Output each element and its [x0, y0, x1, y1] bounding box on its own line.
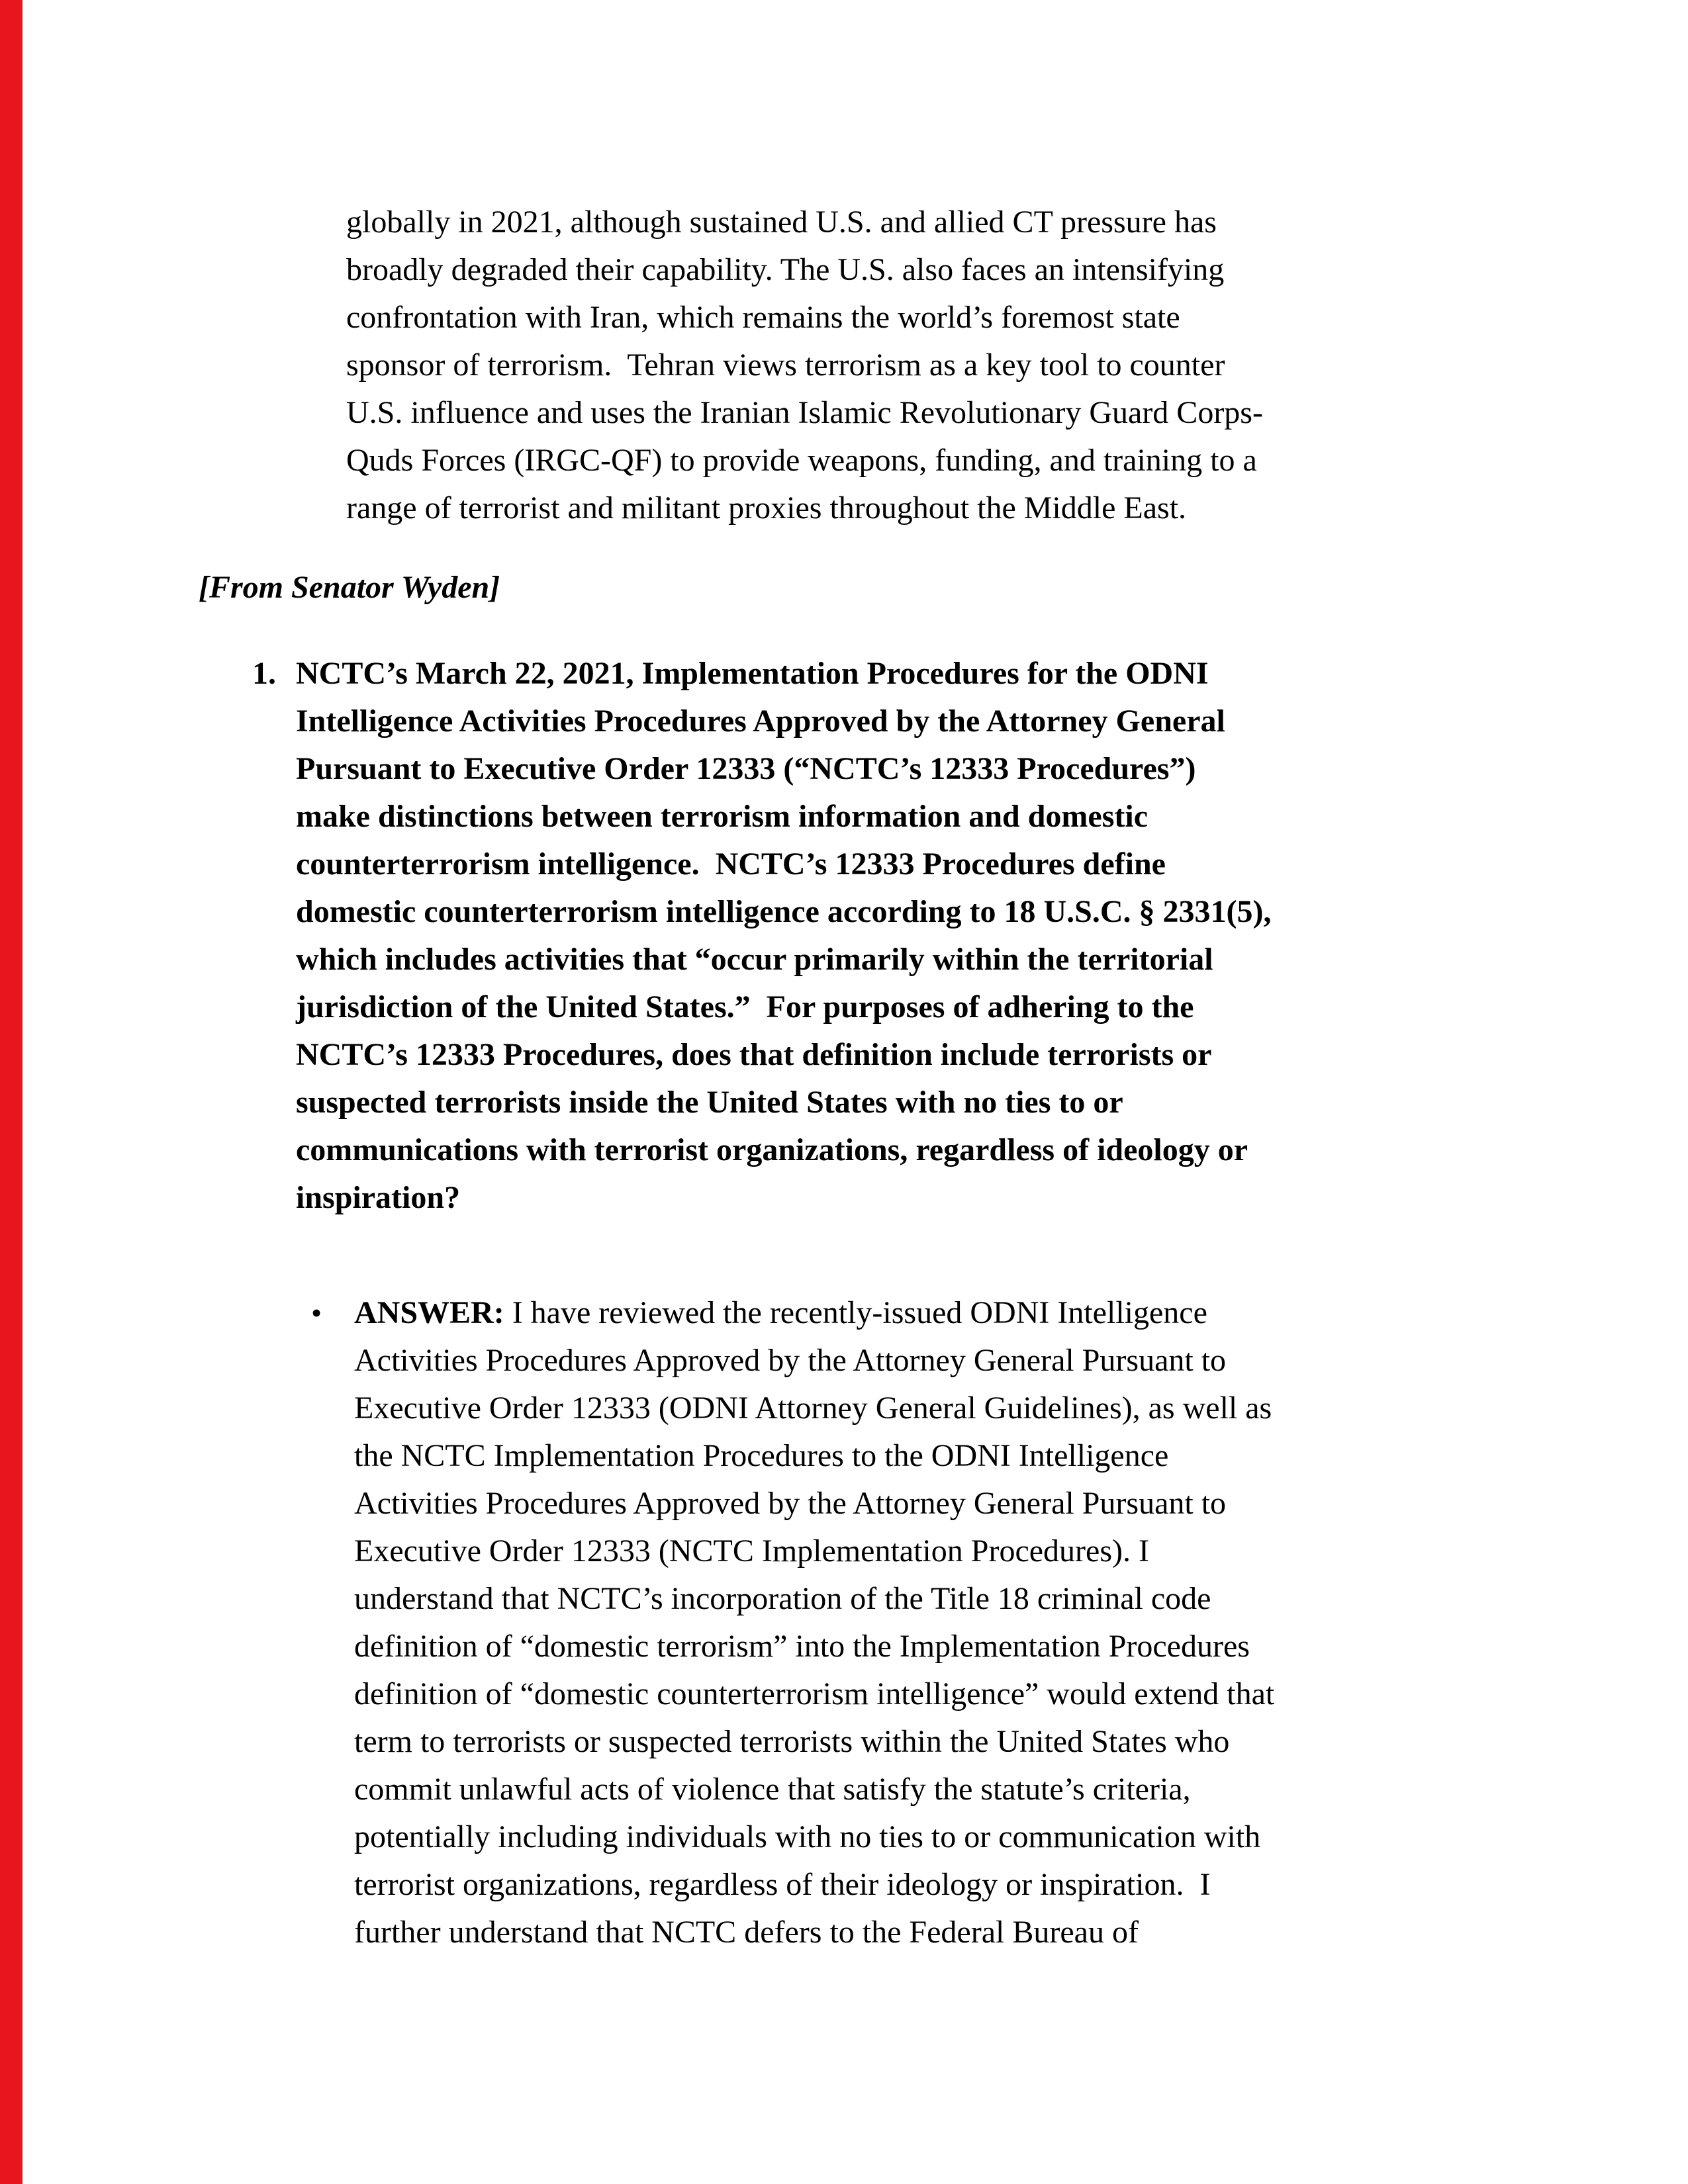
text-line: commit unlawful acts of violence that satisfy the statute’s criteria,	[354, 1772, 1191, 1807]
text-line: Intelligence Activities Procedures Approved by the Attorney General	[296, 704, 1225, 739]
answer-label: ANSWER:	[354, 1295, 504, 1330]
text-line: term to terrorists or suspected terrorists within the United States who	[354, 1724, 1230, 1759]
text-line: NCTC’s 12333 Procedures, does that definition include terrorists or	[296, 1037, 1212, 1072]
text-line: terrorist organizations, regardless of their ideology or inspiration. I	[354, 1867, 1211, 1902]
text-line: suspected terrorists inside the United States with no ties to or	[296, 1085, 1123, 1120]
text-line: domestic counterterrorism intelligence according to 18 U.S.C. § 2331(5),	[296, 894, 1272, 929]
left-edge-red-bar	[0, 0, 23, 2184]
text-line: the NCTC Implementation Procedures to the ODNI Intelligence	[354, 1438, 1169, 1473]
text-line: Executive Order 12333 (ODNI Attorney General Guidelines), as well as	[354, 1390, 1272, 1426]
text-line: definition of “domestic terrorism” into the Implementation Procedures	[354, 1629, 1250, 1664]
text-line	[354, 1289, 1274, 1337]
text-line: sponsor of terrorism. Tehran views terrorism as a key tool to counter	[346, 347, 1225, 383]
answer-first-line: I have reviewed the recently-issued ODNI Intelligence	[504, 1295, 1207, 1330]
text-line: confrontation with Iran, which remains the world’s foremost state	[346, 300, 1180, 335]
text-line: potentially including individuals with no ties to or communication with	[354, 1819, 1261, 1854]
text-line: globally in 2021, although sustained U.S. and allied CT pressure has	[346, 205, 1217, 240]
text-line: U.S. influence and uses the Iranian Islamic Revolutionary Guard Corps-	[346, 395, 1263, 430]
text-line: NCTC’s March 22, 2021, Implementation Procedures for the ODNI	[296, 656, 1209, 691]
continuation-paragraph	[346, 199, 1263, 532]
text-line: definition of “domestic counterterrorism intelligence” would extend that	[354, 1676, 1275, 1711]
section-attribution: [From Senator Wyden]	[199, 570, 500, 605]
answer-text	[354, 1289, 1274, 1956]
text-line: Pursuant to Executive Order 12333 (“NCTC’s 12333 Procedures”)	[296, 751, 1196, 786]
text-line: inspiration?	[296, 1180, 461, 1215]
text-line: Activities Procedures Approved by the Attorney General Pursuant to	[354, 1343, 1227, 1378]
text-line: understand that NCTC’s incorporation of the Title 18 criminal code	[354, 1581, 1211, 1616]
text-line: Activities Procedures Approved by the Attorney General Pursuant to	[354, 1486, 1227, 1521]
text-line: broadly degraded their capability. The U.S. also faces an intensifying	[346, 252, 1225, 287]
text-line: make distinctions between terrorism information and domestic	[296, 799, 1148, 834]
text-line: Executive Order 12333 (NCTC Implementation Procedures). I	[354, 1533, 1149, 1569]
text-line: range of terrorist and militant proxies throughout the Middle East.	[346, 490, 1187, 525]
text-line: communications with terrorist organizations, regardless of ideology or	[296, 1132, 1248, 1167]
text-line: jurisdiction of the United States.” For purposes of adhering to the	[296, 989, 1194, 1024]
bullet-icon: •	[311, 1296, 322, 1330]
text-line: Quds Forces (IRGC-QF) to provide weapons, funding, and training to a	[346, 443, 1257, 478]
question-number: 1.	[252, 656, 276, 691]
text-line: which includes activities that “occur primarily within the territorial	[296, 942, 1213, 977]
question-text	[296, 650, 1271, 1222]
text-line: counterterrorism intelligence. NCTC’s 12333 Procedures define	[296, 846, 1166, 882]
text-line: further understand that NCTC defers to the Federal Bureau of	[354, 1915, 1139, 1950]
